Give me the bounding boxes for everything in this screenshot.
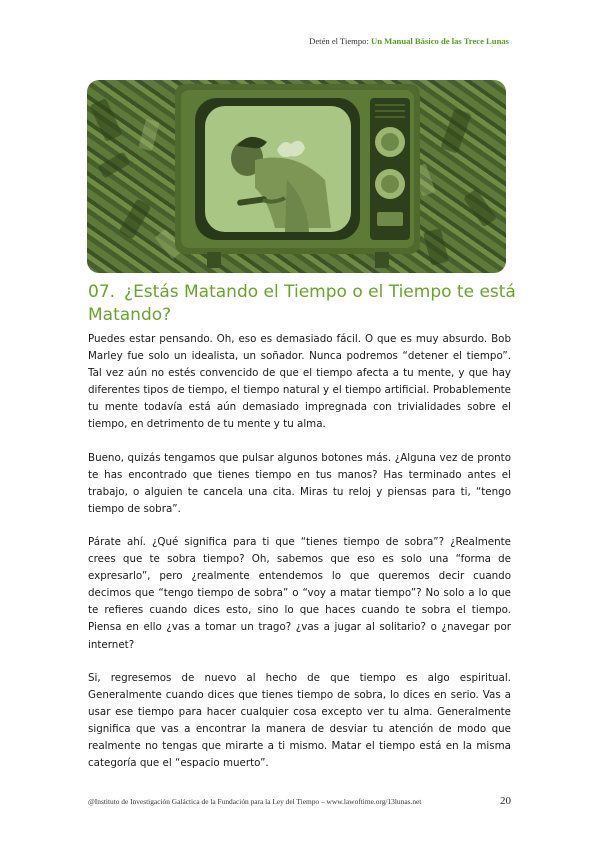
chapter-illustration <box>87 80 506 273</box>
chapter-title-text: ¿Estás Matando el Tiempo o el Tiempo te está Matando? <box>88 282 516 325</box>
running-header <box>309 36 509 46</box>
header-prefix: Detén el Tiempo: <box>309 36 369 46</box>
header-subtitle: Un Manual Básico de las Trece Lunas <box>371 36 509 46</box>
paragraph: Párate ahí. ¿Qué significa para ti que “tienes tiempo de sobra”? ¿Realmente crees que te sobra tiempo? Oh, sabemos que eso es solo una “forma de expresarlo”, pero ¿realmente entendemos lo que queremos decir cuando decimos que “tengo tiempo de sobra” o “voy a matar tiempo”? No solo a lo que te refieres cuando dices esto, sino lo que haces cuando te sobra el tiempo. Piensa en ello ¿vas a tomar un trago? ¿vas a jugar al solitario? o ¿navegar por internet? <box>88 535 511 651</box>
paragraph: Bueno, quizás tengamos que pulsar algunos botones más. ¿Alguna vez de pronto te has encontrado que tienes tiempo en tus manos? Has terminado antes el trabajo, o alguien te cancela una cita. Miras tu reloj y piensas para ti, “tengo tiempo de sobra”. <box>88 451 511 515</box>
chapter-title <box>88 281 518 327</box>
paragraph: Puedes estar pensando. Oh, eso es demasiado fácil. O que es muy absurdo. Bob Marley fue solo un idealista, un soñador. Nunca podremos “detener el tiempo”. Tal vez aún no estés convencido de que el tiempo afecta a tu mente, y que hay diferentes tipos de tiempo, el tiempo natural y el tiempo artificial. Probablemente tu mente todavía está aún demasiado impregnada con trivialidades sobre el tiempo, en detrimento de tu mente y tu alma. <box>88 333 511 431</box>
paragraph: Si, regresemos de nuevo al hecho de que tiempo es algo espiritual. Generalmente cuando dices que tienes tiempo de sobra, lo dices en serio. Vas a usar ese tiempo para hacer cualquier cosa excepto ver tu alma. Generalmente significa que vas a encontrar la manera de desviar tu atención de modo que realmente no tengas que mirarte a ti mismo. Matar el tiempo está en la misma categoría que el “espacio muerto”. <box>88 671 511 770</box>
tv-illustration <box>87 80 506 273</box>
page-number: 20 <box>500 795 511 807</box>
chapter-number: 07. <box>88 282 116 302</box>
body-text <box>88 331 511 788</box>
footer-copyright: @Instituto de Investigación Galáctica de la Fundación para la Ley del Tiempo – www.lawoftime.org/13lunas.net <box>88 797 422 806</box>
